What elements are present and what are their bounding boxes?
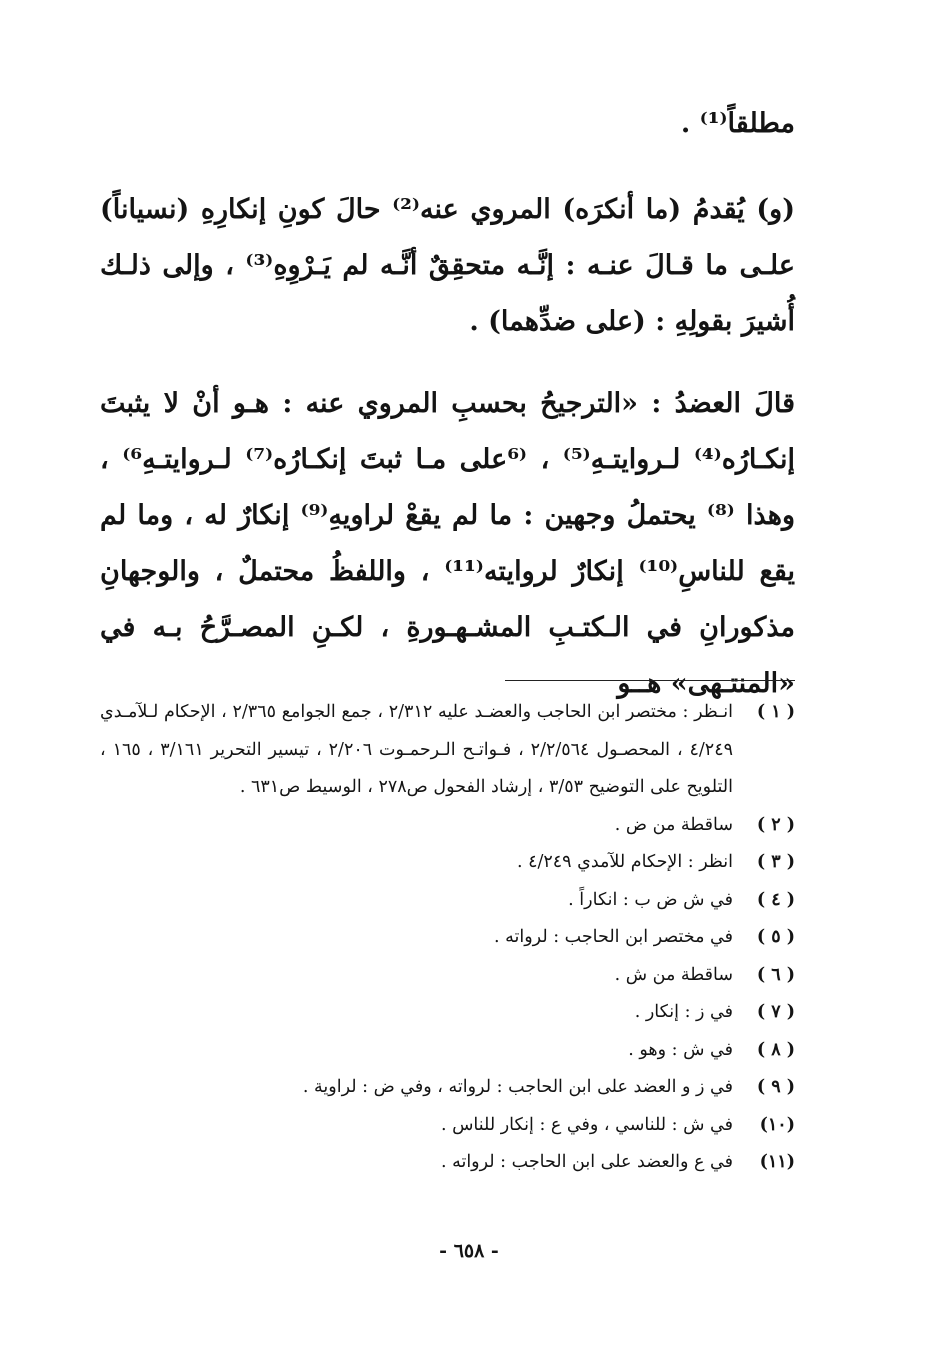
footnote-number: (١٠)	[759, 1114, 795, 1135]
footnote	[100, 807, 795, 845]
footnote	[100, 1032, 795, 1070]
footnote	[100, 844, 795, 882]
footnote-text: في ع والعضد على ابن الحاجب : لرواته .	[440, 1152, 733, 1172]
footnote	[100, 1069, 795, 1107]
footnote-text: في ش ض ب : انكاراً .	[568, 889, 733, 910]
footnote-number: ( ٩ )	[756, 1077, 795, 1097]
footnote-number: ( ٧ )	[756, 1002, 795, 1022]
footnote	[100, 694, 795, 807]
footnote-number: ( ٦ )	[756, 964, 795, 985]
footnote	[100, 919, 795, 957]
footnote	[100, 994, 795, 1032]
paragraph: قالَ العضدُ : «الترجيحُ بحسبِ المروي عنه : هـو أنْ لا يثبتَ إنكـارُه⁽⁴⁾ لـروايتـهِ⁽⁵⁾ ، ⁽⁶على مـا ثبتَ إنكـارُه⁽⁷⁾ لـروايتـهِ⁶⁾ ، وهذا ⁽⁸⁾ يحتملُ وجهين : ما لم يقعْ لراويهِ⁽⁹⁾ إنكارٌ له ، وما لم يقع للناسِ⁽¹⁰⁾ إنكارٌ لروايته⁽¹¹⁾ ، واللفظُ محتملٌ ، والوجهانِ مذكورانِ في الـكتـبِ المشـهـورةِ ، لكـنِ المصـرَّحُ بـه في «المنتـهى» هــو	[100, 388, 795, 699]
paragraph: مطلقاً⁽¹⁾ .	[680, 108, 795, 139]
footnote-number: (١١)	[759, 1152, 795, 1172]
footnote	[100, 957, 795, 995]
footnotes	[100, 694, 795, 1182]
footnote-text: انـظر : مختصر ابن الحاجب والعضـد عليه ٢/٣١٢ ، جمع الجوامع ٢/٣٦٥ ، الإحكام لـلآمـدي ٤/٢٤٩ ، المحصـول ٢/٢/٥٦٤ ، فـواتـح الـرحمـوت ٢/٢٠٦ ، تيسير التحرير ٣/١٦١ ، ١٦٥ ، التلويح على التوضيح ٣/٥٣ ، إرشاد الفحول ص٢٧٨ ، الوسيط ص٦٣١ .	[100, 702, 733, 797]
footnote-divider	[505, 680, 795, 681]
footnote-number: ( ٣ )	[756, 852, 795, 872]
footnote-number: ( ٤ )	[756, 889, 795, 910]
footnote-number: ( ٥ )	[756, 927, 795, 947]
footnote-text: في ش : للناسي ، وفي ع : إنكار للناس .	[440, 1114, 733, 1135]
footnote-number: ( ٨ )	[756, 1039, 795, 1060]
footnote-number: ( ١ )	[756, 702, 795, 722]
footnote-text: ساقطة من ش .	[614, 964, 733, 985]
footnote-text: انظر : الإحكام للآمدي ٤/٢٤٩ .	[516, 852, 733, 872]
main-text	[100, 96, 795, 738]
footnote	[100, 882, 795, 920]
footnote-text: في مختصر ابن الحاجب : لرواته .	[493, 927, 733, 947]
footnote-text: في ز و العضد على ابن الحاجب : لرواته ، وفي ض : لراوية .	[302, 1077, 733, 1097]
page-number: - ٦٥٨ -	[439, 1240, 499, 1262]
footnote-text: في ز : إنكار .	[634, 1002, 733, 1022]
footnote-text: في ش : وهو .	[628, 1039, 733, 1060]
footnote	[100, 1144, 795, 1182]
footnote-text: ساقطة من ض .	[614, 814, 733, 835]
footnote-number: ( ٢ )	[756, 814, 795, 835]
paragraph: (و) يُقدمُ (ما أنكرَه) المروي عنه⁽²⁾ حالَ كونِ إنكارِهِ (نسياناً) علـى ما قـالَ عنـه : إنَّـه متحقِقٌ أنَّـه لم يَـرْوِهِ⁽³⁾ ، وإلى ذلـك أُشيرَ بقولِهِ : (على ضدِّهما) .	[100, 194, 795, 337]
footnote	[100, 1107, 795, 1145]
